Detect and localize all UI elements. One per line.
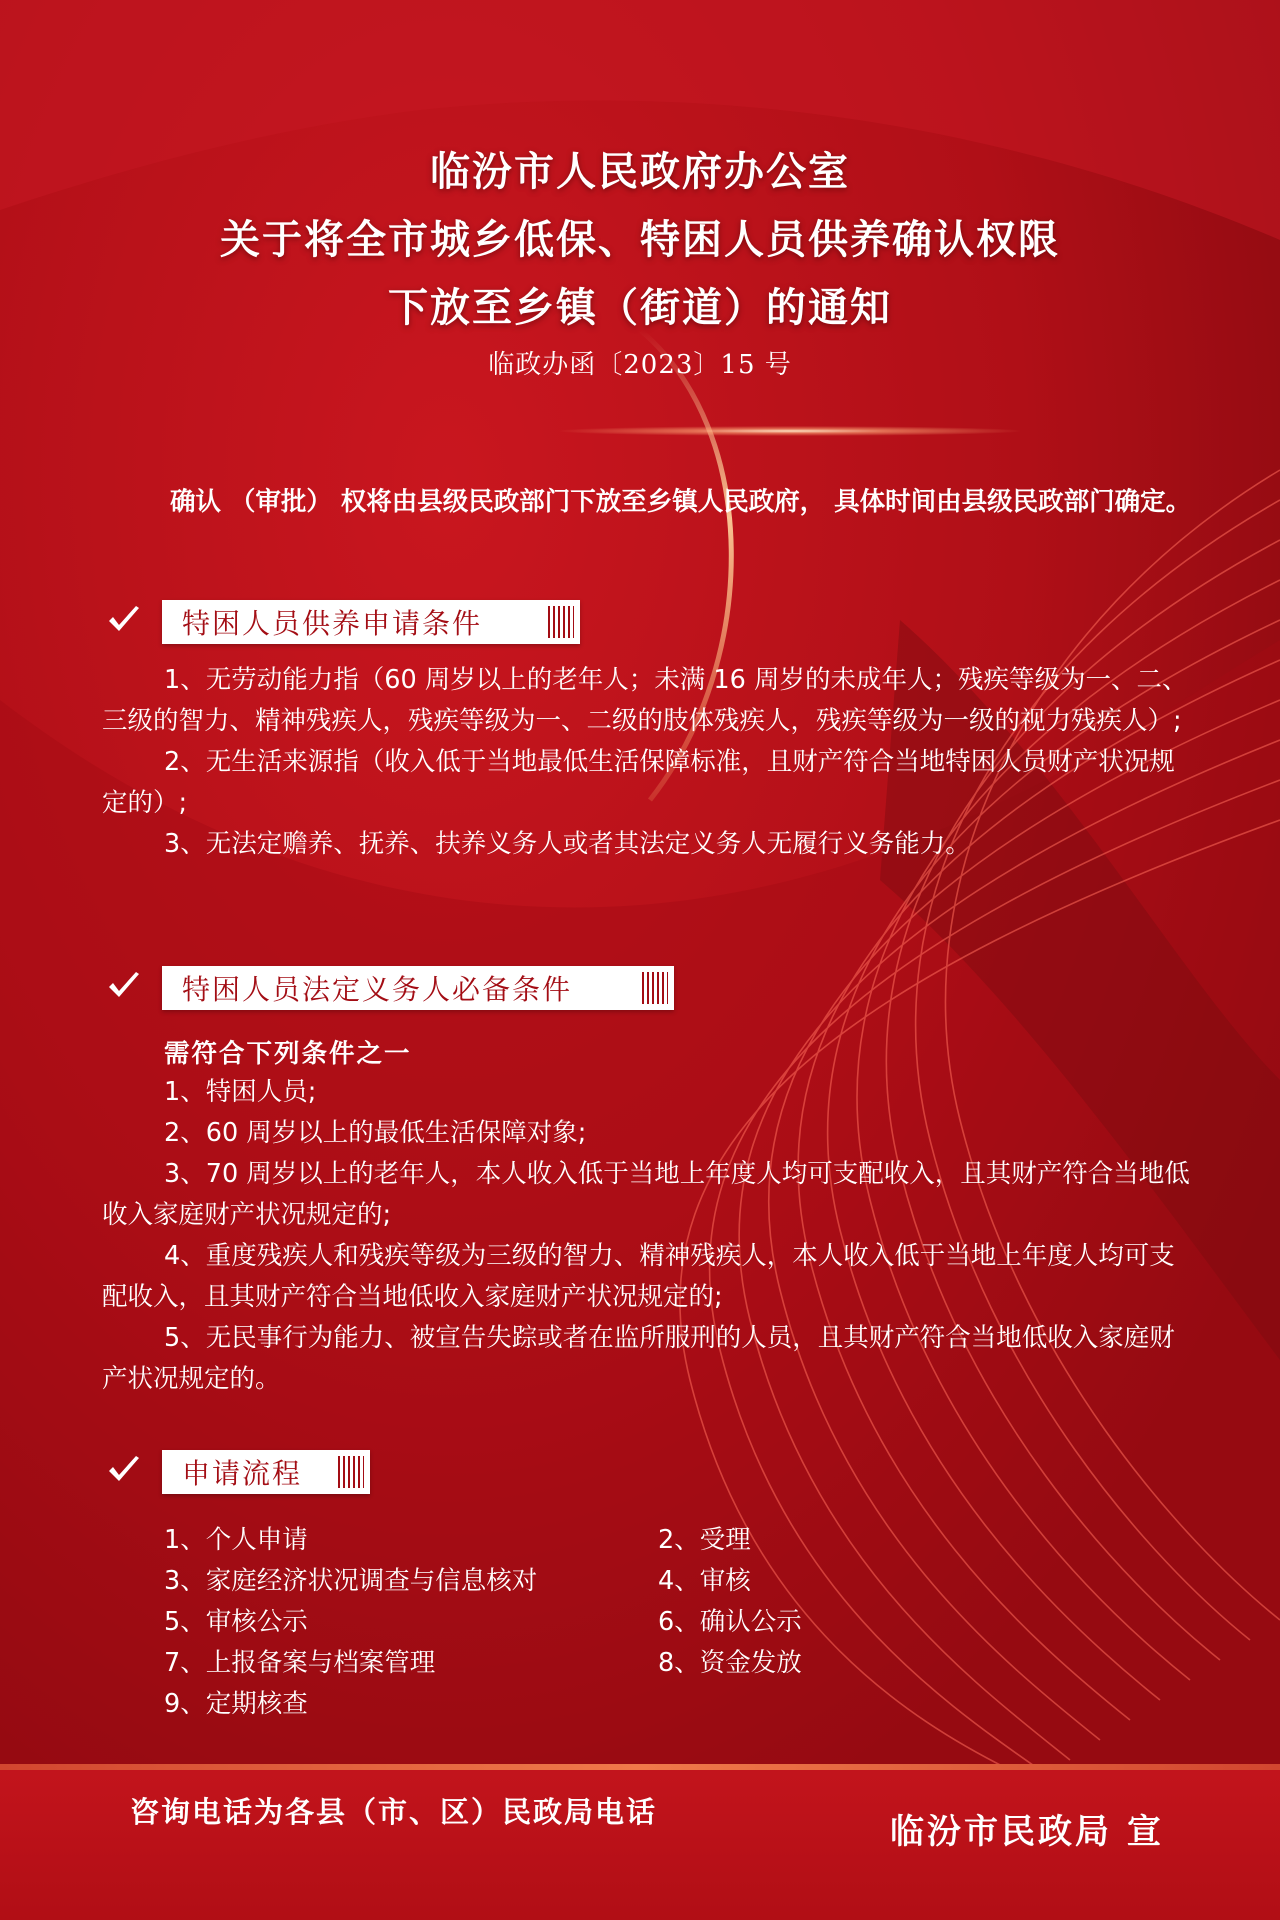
list-item: 1、无劳动能力指（60 周岁以上的老年人；未满 16 周岁的未成年人；残疾等级为一、二、三级的智力、精神残疾人，残疾等级为一、二级的肢体残疾人，残疾等级为一级的视力残疾人）; bbox=[102, 665, 1188, 736]
checkmark-icon bbox=[106, 968, 142, 1004]
process-step: 6、确认公示 bbox=[658, 1607, 802, 1637]
title-line-2: 关于将全市城乡低保、特困人员供养确认权限 bbox=[220, 216, 1060, 263]
process-step: 9、定期核查 bbox=[164, 1689, 308, 1719]
stripes-decoration bbox=[642, 972, 668, 1004]
section-header-legal-obligor-conditions bbox=[162, 966, 674, 1010]
checkmark-icon bbox=[106, 1452, 142, 1488]
checkmark-icon bbox=[106, 602, 142, 638]
footer-divider bbox=[0, 1764, 1280, 1770]
consult-phone-note: 咨询电话为各县（市、区）民政局电话 bbox=[130, 1795, 658, 1829]
title-line-3: 下放至乡镇（街道）的通知 bbox=[388, 284, 892, 331]
stripes-decoration bbox=[338, 1456, 364, 1488]
process-step: 2、受理 bbox=[658, 1525, 751, 1555]
section-header-special-poverty-conditions bbox=[162, 600, 580, 644]
section-header-label: 特困人员法定义务人必备条件 bbox=[182, 973, 573, 1006]
process-step: 5、审核公示 bbox=[164, 1607, 308, 1637]
list-item: 1、特困人员; bbox=[164, 1077, 317, 1107]
process-step: 1、个人申请 bbox=[164, 1525, 308, 1555]
light-streak bbox=[560, 426, 1020, 436]
section-header-application-process bbox=[162, 1450, 370, 1494]
section1-body bbox=[102, 660, 1194, 865]
document-number: 临政办函〔2023〕15 号 bbox=[488, 350, 792, 380]
process-step: 8、资金发放 bbox=[658, 1648, 802, 1678]
list-item: 4、重度残疾人和残疾等级为三级的智力、精神残疾人，本人收入低于当地上年度人均可支配收入，且其财产符合当地低收入家庭财产状况规定的; bbox=[102, 1241, 1175, 1312]
section2-body bbox=[102, 1072, 1194, 1400]
list-item: 2、无生活来源指（收入低于当地最低生活保障标准，且财产符合当地特困人员财产状况规定的）; bbox=[102, 747, 1175, 818]
section2-subheading: 需符合下列条件之一 bbox=[164, 1039, 412, 1069]
list-item: 2、60 周岁以上的最低生活保障对象; bbox=[164, 1118, 587, 1148]
publisher-signature: 临汾市民政局 宣 bbox=[890, 1812, 1164, 1852]
list-item: 3、无法定赡养、抚养、扶养义务人或者其法定义务人无履行义务能力。 bbox=[164, 829, 971, 859]
section-header-label: 申请流程 bbox=[182, 1457, 303, 1490]
section-header-label: 特困人员供养申请条件 bbox=[182, 607, 483, 640]
intro-paragraph: 确认 （审批） 权将由县级民政部门下放至乡镇人民政府， 具体时间由县级民政部门确定。 bbox=[170, 487, 1192, 517]
stripes-decoration bbox=[548, 606, 574, 638]
process-step: 4、审核 bbox=[658, 1566, 751, 1596]
title-line-1: 临汾市人民政府办公室 bbox=[430, 148, 850, 195]
process-step: 7、上报备案与档案管理 bbox=[164, 1648, 436, 1678]
process-step: 3、家庭经济状况调查与信息核对 bbox=[164, 1566, 538, 1596]
list-item: 3、70 周岁以上的老年人，本人收入低于当地上年度人均可支配收入，且其财产符合当地低收入家庭财产状况规定的; bbox=[102, 1159, 1190, 1230]
list-item: 5、无民事行为能力、被宣告失踪或者在监所服刑的人员，且其财产符合当地低收入家庭财产状况规定的。 bbox=[102, 1323, 1175, 1394]
